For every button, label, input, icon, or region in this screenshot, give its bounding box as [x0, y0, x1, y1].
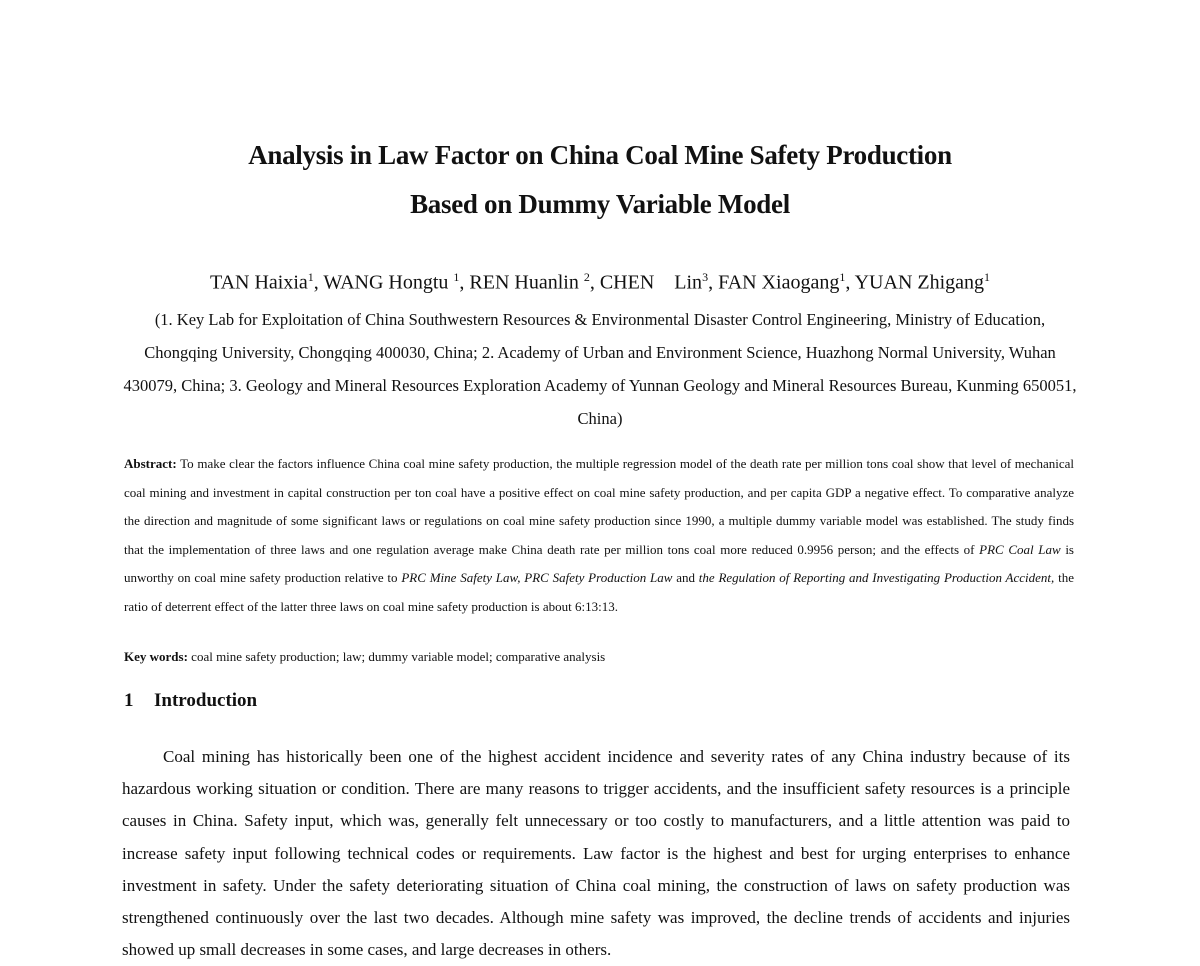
keywords-text: coal mine safety production; law; dummy variable model; comparative analysis	[187, 649, 606, 664]
author-list	[0, 270, 1200, 295]
law-name: PRC Mine Safety Law, PRC Safety Production Law	[401, 570, 673, 585]
author-affiliation-mark: 1	[307, 270, 314, 284]
law-name: PRC Coal Law	[979, 541, 1061, 557]
abstract-text: the ratio of deterrent effect of the latter three laws on coal mine safety production is about 6:13:13.	[124, 570, 1074, 614]
author-separator: ,	[313, 271, 324, 294]
author-affiliation-mark: 1	[453, 270, 460, 284]
author-name: TAN Haixia	[209, 271, 308, 294]
section-number: 1	[124, 690, 134, 711]
author-affiliation-mark: 1	[984, 270, 991, 284]
paper-title-line-1: Analysis in Law Factor on China Coal Mine Safety Production	[248, 140, 952, 170]
author-name: REN Huanlin	[469, 271, 584, 294]
author-name: YUAN Zhigang	[854, 271, 985, 294]
author-name: CHEN Lin	[599, 271, 703, 294]
author-affiliations: (1. Key Lab for Exploitation of China Southwestern Resources & Environmental Disaster Control Engineering, Ministry of Education, Chongqing University, Chongqing 400030, China; 2. Academy of Urban and Environment Science, Huazhong Normal University, Wuhan 430079, China; 3. Geology and Mineral Resources Exploration Academy of Yunnan Geology and Mineral Resources Bureau, Kunming 650051, China)	[123, 310, 1077, 428]
abstract-label: Abstract:	[124, 456, 177, 471]
author-separator: ,	[845, 271, 855, 294]
author-affiliation-mark: 3	[702, 270, 709, 284]
author-affiliation-mark: 1	[839, 270, 846, 284]
introduction-paragraph: Coal mining has historically been one of the highest accident incidence and severity rates of any China industry because of its hazardous working situation or condition. There are many reasons to trigger accidents, and the insufficient safety resources is a principle causes in China. Safety input, which was, generally felt unnecessary or too costly to manufacturers, and a little attention was paid to increase safety input following technical codes or requirements. Law factor is the highest and best for urging enterprises to enhance investment in safety. Under the safety deteriorating situation of China coal mining, the construction of laws on safety production was strengthened continuously over the last two decades. Although mine safety was improved, the decline trends of accidents and injuries showed up small decreases in some cases, and large decreases in others.	[122, 747, 1070, 960]
abstract-text: To make clear the factors influence China coal mine safety production, the multiple regression model of the death rate per million tons coal show that level of mechanical coal mining and investment in capital construction per ton coal have a positive effect on coal mine safety production, and per capita GDP a negative effect. To comparative analyze the direction and magnitude of some significant laws or regulations on coal mine safety production since 1990, a multiple dummy variable model was established. The study finds that the implementation of three laws and one regulation average make China death rate per million tons coal more reduced 0.9956 person; and the effects of	[124, 456, 1074, 557]
keywords	[124, 649, 1074, 665]
author-separator: ,	[459, 271, 470, 294]
paper-title-line-2: Based on Dummy Variable Model	[410, 189, 790, 219]
author-separator: ,	[708, 271, 719, 294]
law-name: the Regulation of Reporting and Investigating Production Accident,	[698, 570, 1055, 585]
author-name: WANG Hongtu	[323, 271, 454, 294]
author-separator: ,	[589, 271, 600, 294]
author-affiliation-mark: 2	[583, 270, 590, 284]
abstract	[124, 450, 1074, 621]
keywords-label: Key words:	[124, 649, 188, 664]
section-heading-introduction	[124, 690, 257, 712]
author-name: FAN Xiaogang	[718, 271, 840, 294]
abstract-text: is unworthy on coal mine safety production relative to	[124, 541, 1074, 585]
section-title: Introduction	[154, 690, 258, 711]
abstract-text: and	[672, 570, 699, 585]
